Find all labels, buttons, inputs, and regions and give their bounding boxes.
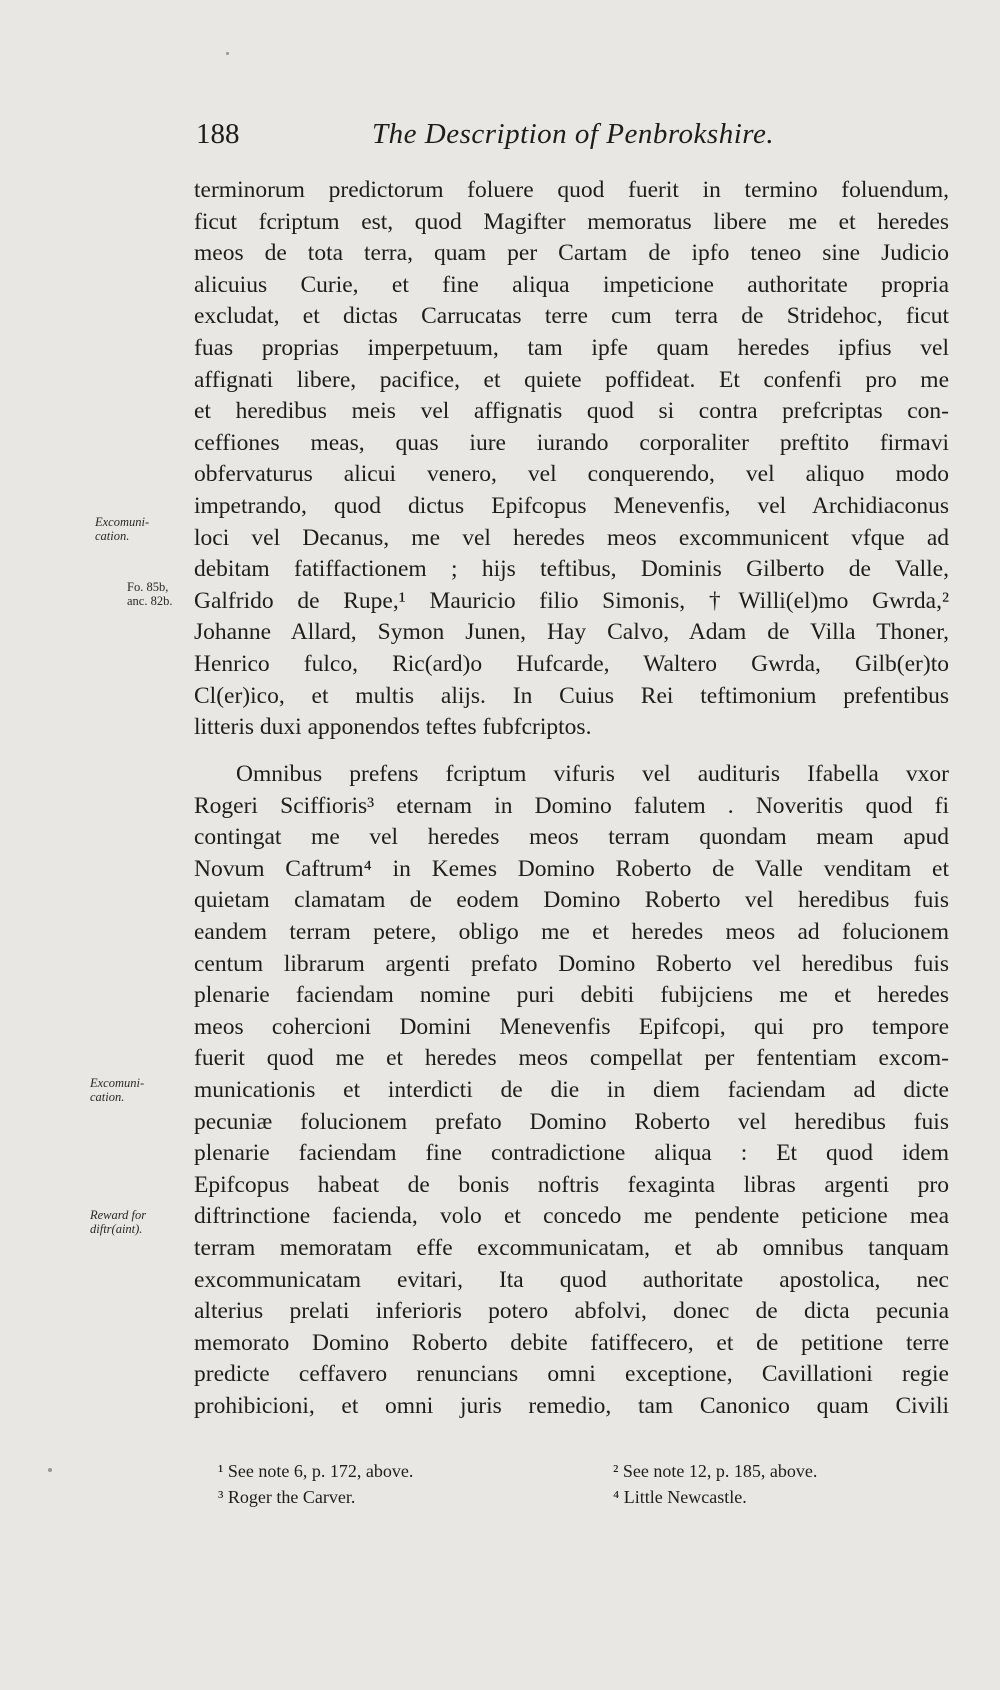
text-line: alicuius Curie, et fine aliqua impeticione authoritate propria — [194, 271, 949, 298]
page-number: 188 — [196, 118, 240, 150]
footnote: ⁴ Little Newcastle. — [613, 1487, 747, 1507]
text-line: plenarie faciendam nomine puri debiti fubijciens me et heredes — [194, 982, 949, 1009]
margin-note-folio: Fo. 85b, anc. 82b. — [127, 580, 173, 608]
text-line: Johanne Allard, Symon Junen, Hay Calvo, Adam de Villa Thoner, — [194, 619, 949, 646]
text-line: Novum Caftrum⁴ in Kemes Domino Roberto de Valle venditam et — [194, 855, 949, 882]
running-title: The Description of Penbrokshire. — [372, 118, 775, 150]
text-line: excludat, et dictas Carrucatas terre cum terra de Stridehoc, ficut — [194, 303, 949, 330]
paper-speck — [226, 52, 229, 55]
text-line: terram memoratam effe excommunicatam, et ab omnibus tanquam — [194, 1234, 949, 1261]
text-line: centum librarum argenti prefato Domino Roberto vel heredibus fuis — [194, 950, 949, 977]
text-line: ceffiones meas, quas iure iurando corporaliter preftito firmavi — [194, 429, 949, 456]
text-line: debitam fatiffactionem ; hijs teftibus, Dominis Gilberto de Valle, — [194, 556, 949, 583]
paragraph-charter-stridehoc — [194, 175, 949, 744]
text-line: prohibicioni, et omni juris remedio, tam Canonico quam Civili — [194, 1392, 949, 1419]
margin-note-excomunication: Excomuni- cation. — [90, 1076, 145, 1104]
footnote: ² See note 12, p. 185, above. — [613, 1461, 818, 1481]
text-line: fuas proprias imperpetuum, tam ipfe quam heredes ipfius vel — [194, 334, 949, 361]
text-line: meos de tota terra, quam per Cartam de ipfo teneo sine Judicio — [194, 240, 949, 267]
text-line: diftrinctione facienda, volo et concedo me pendente peticione mea — [194, 1203, 949, 1230]
text-line: terminorum predictorum foluere quod fuerit in termino foluendum, — [194, 177, 949, 203]
text-line: alterius prelati inferioris potero abfolvi, donec de dicta pecunia — [194, 1298, 949, 1325]
text-line: loci vel Decanus, me vel heredes meos excommunicent vfque ad — [194, 524, 949, 551]
paragraph-isabella-charter — [194, 759, 949, 1422]
text-line: obfervaturus alicui venero, vel conquerendo, vel aliquo modo — [194, 461, 949, 488]
text-line: Rogeri Sciffioris³ eternam in Domino falutem . Noveritis quod fi — [194, 792, 949, 819]
text-line: plenarie faciendam fine contradictione aliqua : Et quod idem — [194, 1140, 949, 1167]
text-line: impetrando, quod dictus Epifcopus Menevenfis, vel Archidiaconus — [194, 492, 949, 519]
text-line: Cl(er)ico, et multis alijs. In Cuius Rei teftimonium prefentibus — [194, 682, 949, 709]
text-line: meos cohercioni Domini Menevenfis Epifcopi, qui pro tempore — [194, 1013, 949, 1040]
margin-note-excomunication: Excomuni- cation. — [95, 515, 150, 543]
text-line: contingat me vel heredes meos terram quondam meam apud — [194, 824, 949, 851]
margin-note-reward: Reward for diftr(aint). — [90, 1208, 147, 1236]
text-line: ficut fcriptum est, quod Magifter memoratus libere me et heredes — [194, 208, 949, 235]
text-line: eandem terram petere, obligo me et heredes meos ad folucionem — [194, 918, 949, 945]
text-line: Omnibus prefens fcriptum vifuris vel audituris Ifabella vxor — [236, 761, 949, 787]
text-line: Henrico fulco, Ric(ard)o Hufcarde, Waltero Gwrda, Gilb(er)to — [194, 650, 949, 677]
paper-speck — [48, 1468, 52, 1472]
text-line: Epifcopus habeat de bonis noftris fexaginta libras argenti pro — [194, 1171, 949, 1198]
text-line: litteris duxi apponendos teftes fubfcriptos. — [194, 714, 592, 741]
text-line: quietam clamatam de eodem Domino Roberto vel heredibus fuis — [194, 887, 949, 914]
text-line: pecuniæ folucionem prefato Domino Roberto vel heredibus fuis — [194, 1108, 949, 1135]
text-line: affignati libere, pacifice, et quiete poffideat. Et confenfi pro me — [194, 366, 949, 393]
text-line: municationis et interdicti de die in diem faciendam ad dicte — [194, 1076, 949, 1103]
footnote: ³ Roger the Carver. — [218, 1487, 356, 1507]
text-line: fuerit quod me et heredes meos compellat per fententiam excom- — [194, 1045, 949, 1072]
footnote: ¹ See note 6, p. 172, above. — [218, 1461, 414, 1481]
text-line: predicte ceffavero renuncians omni exceptione, Cavillationi regie — [194, 1361, 949, 1388]
text-line: et heredibus meis vel affignatis quod si contra prefcriptas con- — [194, 398, 949, 425]
text-line: memorato Domino Roberto debite fatiffecero, et de petitione terre — [194, 1329, 949, 1356]
text-line: excommunicatam evitari, Ita quod authoritate apostolica, nec — [194, 1266, 949, 1293]
text-line: Galfrido de Rupe,¹ Mauricio filio Simonis, †Willi(el)mo Gwrda,² — [194, 587, 949, 614]
